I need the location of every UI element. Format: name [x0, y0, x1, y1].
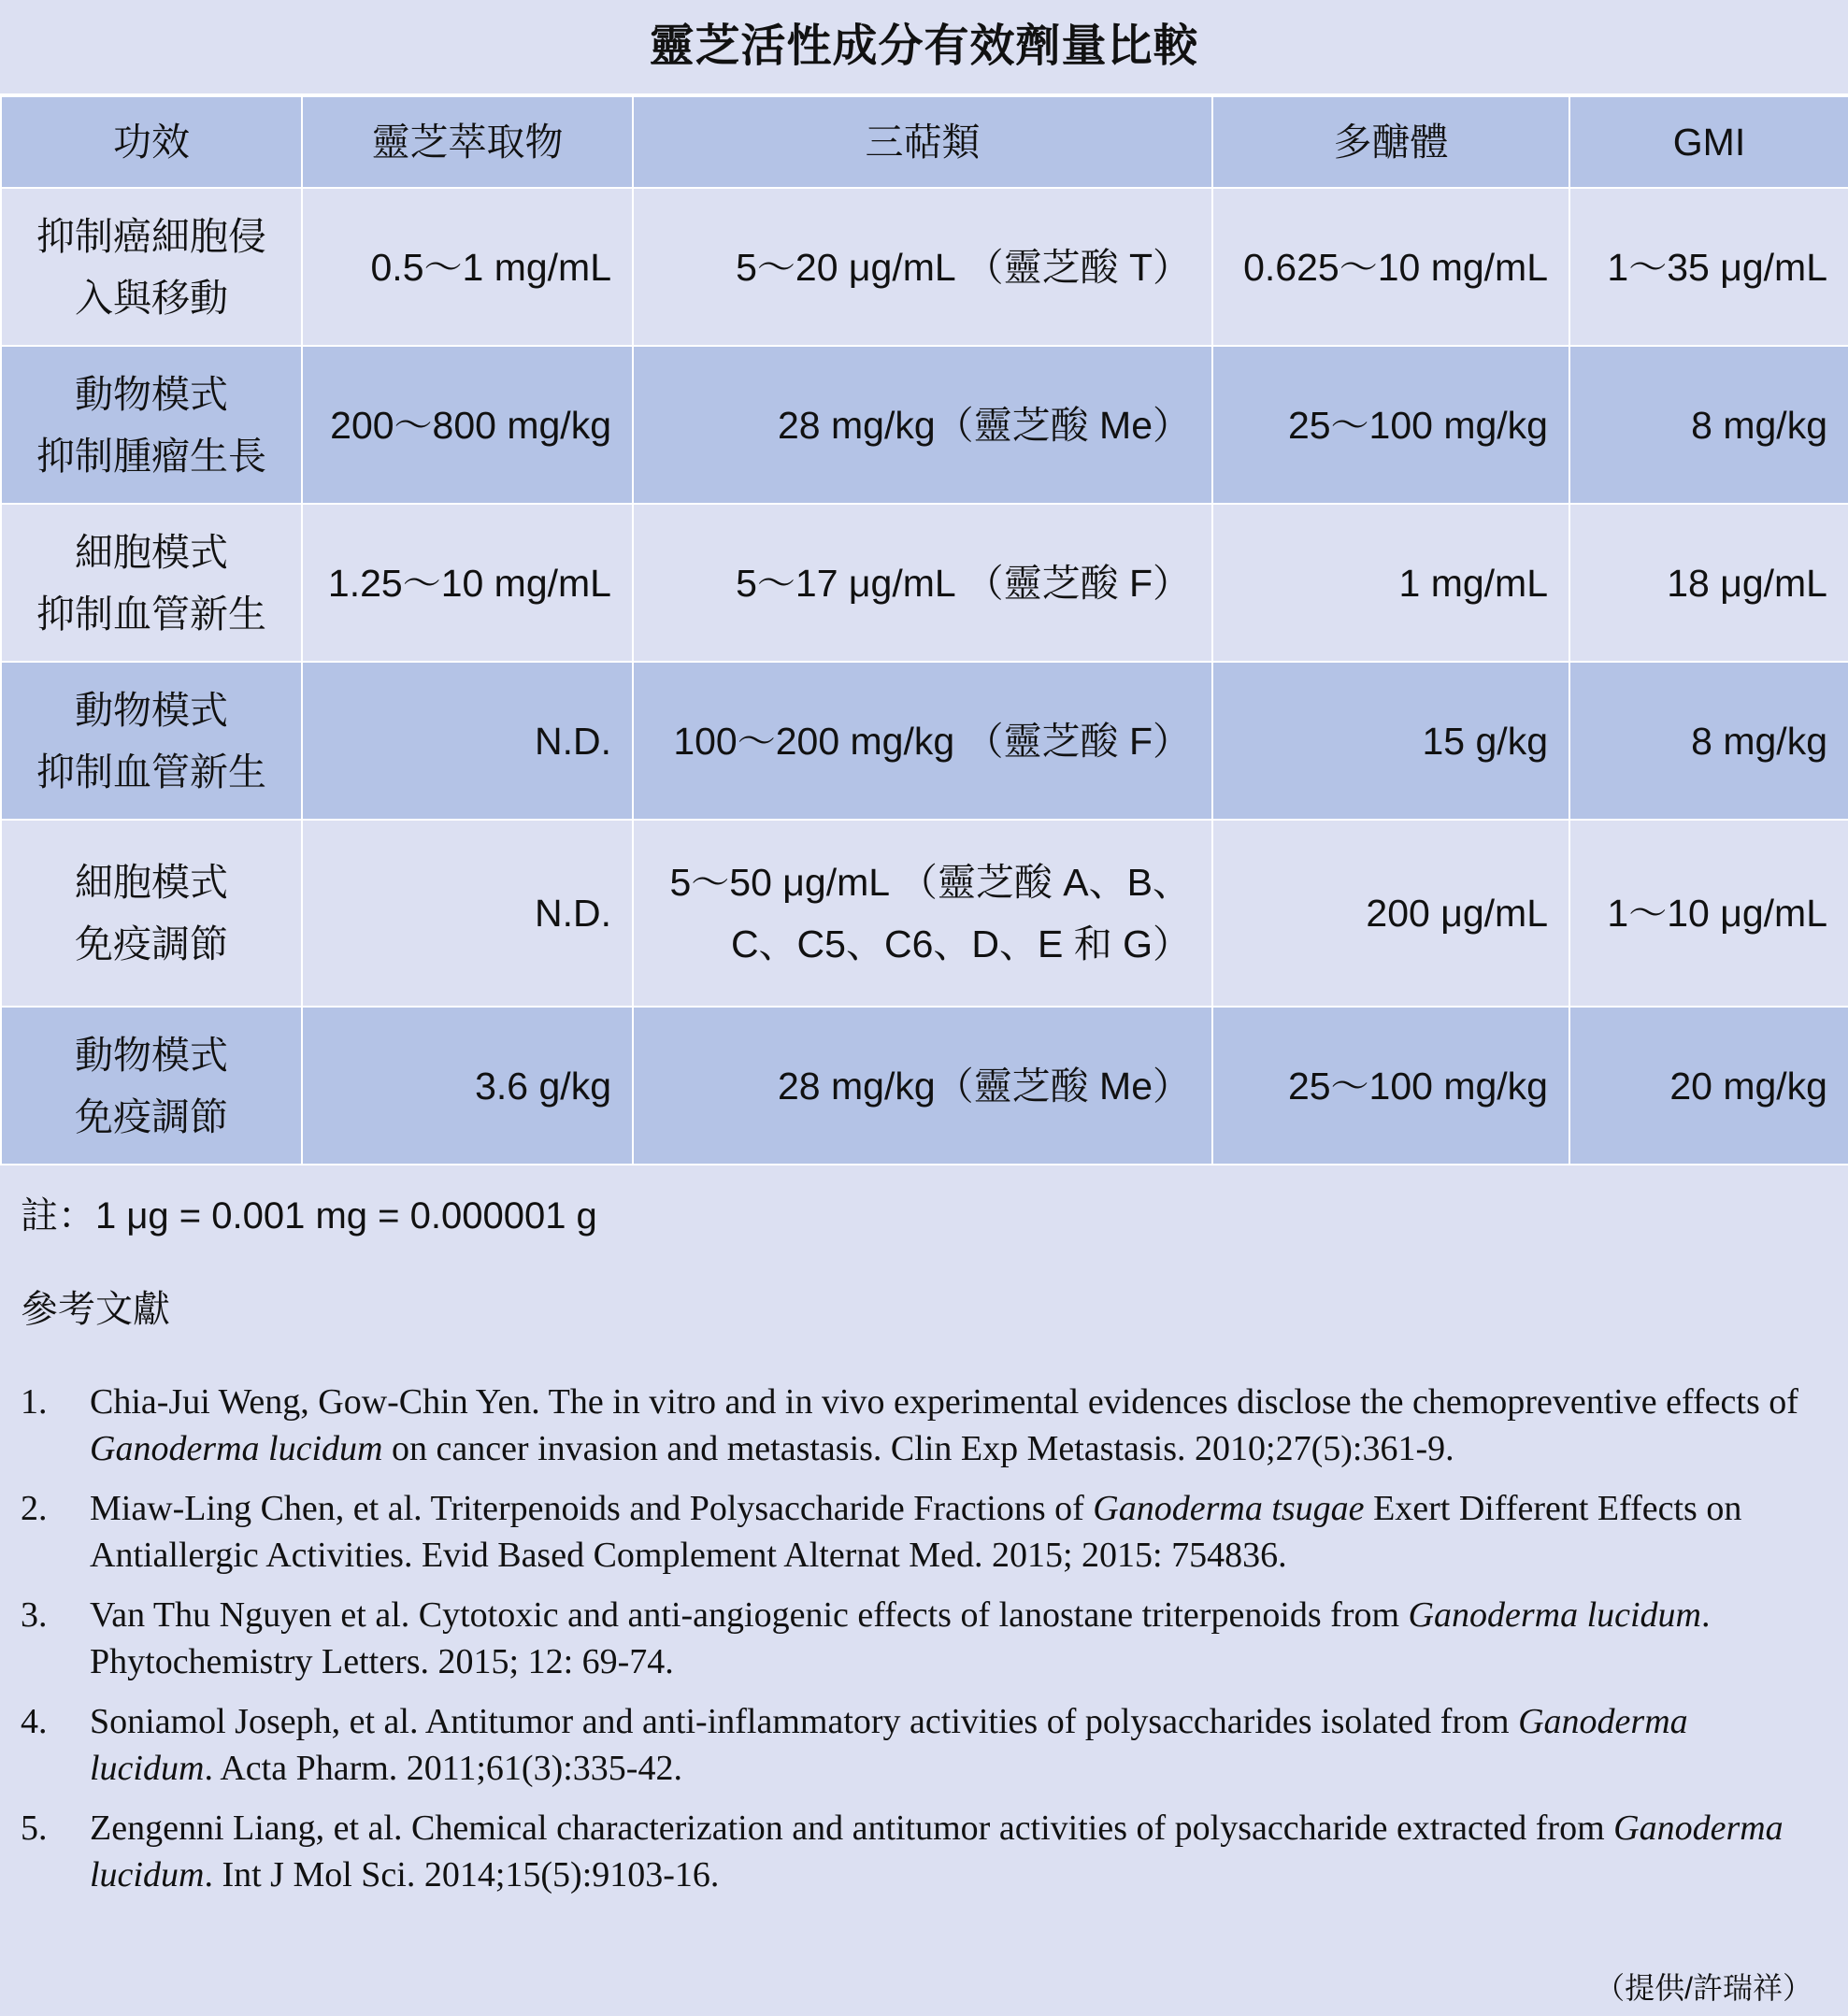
triterpenoid-cell: 5～50 μg/mL （靈芝酸 A、B、C、C5、C6、D、E 和 G）: [633, 820, 1212, 1007]
header-gmi: GMI: [1569, 96, 1848, 188]
effect-cell: [1, 346, 302, 504]
reference-item: [21, 1485, 1827, 1579]
effect-cell: [1, 504, 302, 662]
species-name: Ganoderma lucidum: [90, 1429, 383, 1468]
effect-line: 免疫調節: [75, 922, 228, 965]
effect-line: 免疫調節: [75, 1094, 228, 1138]
triterpenoid-cell: 28 mg/kg（靈芝酸 Me）: [633, 346, 1212, 504]
gmi-cell: 8 mg/kg: [1569, 346, 1848, 504]
effect-line: 細胞模式: [75, 861, 228, 904]
effect-line: 動物模式: [75, 372, 228, 416]
header-row: [1, 96, 1848, 188]
reference-list: [21, 1379, 1827, 1898]
extract-cell: 1.25～10 mg/mL: [302, 504, 633, 662]
reference-text-part: . Int J Mol Sci. 2014;15(5):9103-16.: [204, 1855, 720, 1894]
table-row: [1, 504, 1848, 662]
table-title: 靈芝活性成分有效劑量比較: [0, 0, 1848, 95]
table-row: [1, 662, 1848, 820]
gmi-cell: 1～35 μg/mL: [1569, 188, 1848, 346]
header-extract: 靈芝萃取物: [302, 96, 633, 188]
references-heading: 參考文獻: [21, 1289, 170, 1330]
polysaccharide-cell: 25～100 mg/kg: [1212, 346, 1569, 504]
polysaccharide-cell: 1 mg/mL: [1212, 504, 1569, 662]
species-name: Ganoderma lucidum: [90, 1809, 1784, 1894]
gmi-cell: 18 μg/mL: [1569, 504, 1848, 662]
reference-item: [21, 1379, 1827, 1472]
triterpenoid-cell: 5～17 μg/mL （靈芝酸 F）: [633, 504, 1212, 662]
effect-line: 抑制腫瘤生長: [36, 434, 266, 478]
reference-number: 4.: [21, 1702, 48, 1741]
reference-text: [90, 1592, 1827, 1685]
reference-item: [21, 1592, 1827, 1685]
polysaccharide-cell: 25～100 mg/kg: [1212, 1007, 1569, 1165]
reference-text: [90, 1698, 1827, 1792]
header-triterpenoid: 三萜類: [633, 96, 1212, 188]
effect-line: 動物模式: [75, 1033, 228, 1077]
reference-text-part: Exert Different Effects on Antiallergic Activities. Evid Based Complement Alternat Med. 2015; 2015: 754836.: [90, 1489, 1742, 1575]
extract-cell: 0.5～1 mg/mL: [302, 188, 633, 346]
effect-cell: [1, 1007, 302, 1165]
effect-cell: [1, 188, 302, 346]
gmi-cell: 8 mg/kg: [1569, 662, 1848, 820]
reference-text-part: . Phytochemistry Letters. 2015; 12: 69-74.: [90, 1595, 1711, 1681]
polysaccharide-cell: 200 μg/mL: [1212, 820, 1569, 1007]
reference-number: 2.: [21, 1489, 48, 1528]
reference-text: [90, 1805, 1827, 1898]
reference-text: [90, 1485, 1827, 1579]
gmi-cell: 1～10 μg/mL: [1569, 820, 1848, 1007]
effect-line: 入與移動: [75, 276, 228, 320]
reference-text-part: Zengenni Liang, et al. Chemical characterization and antitumor activities of polysaccharide extracted from: [90, 1809, 1614, 1848]
effect-cell: [1, 662, 302, 820]
triterpenoid-cell: 100～200 mg/kg （靈芝酸 F）: [633, 662, 1212, 820]
header-effect: 功效: [1, 96, 302, 188]
polysaccharide-cell: 0.625～10 mg/mL: [1212, 188, 1569, 346]
reference-text-part: Van Thu Nguyen et al. Cytotoxic and anti-angiogenic effects of lanostane triterpenoids from: [90, 1595, 1409, 1635]
extract-cell: N.D.: [302, 662, 633, 820]
reference-text-part: on cancer invasion and metastasis. Clin Exp Metastasis. 2010;27(5):361-9.: [382, 1429, 1454, 1468]
extract-cell: N.D.: [302, 820, 633, 1007]
extract-cell: 3.6 g/kg: [302, 1007, 633, 1165]
species-name: Ganoderma tsugae: [1093, 1489, 1365, 1528]
reference-text-part: . Acta Pharm. 2011;61(3):335-42.: [204, 1749, 682, 1788]
effect-line: 細胞模式: [75, 530, 228, 574]
triterpenoid-cell: 28 mg/kg（靈芝酸 Me）: [633, 1007, 1212, 1165]
reference-item: [21, 1805, 1827, 1898]
reference-number: 5.: [21, 1809, 48, 1848]
effect-line: 動物模式: [75, 688, 228, 732]
reference-text: [90, 1379, 1827, 1472]
effect-line: 抑制血管新生: [36, 592, 266, 636]
reference-text-part: Soniamol Joseph, et al. Antitumor and anti-inflammatory activities of polysaccharides isolated from: [90, 1702, 1519, 1741]
dosage-table: [0, 95, 1848, 1165]
header-polysaccharide: 多醣體: [1212, 96, 1569, 188]
reference-item: [21, 1698, 1827, 1792]
unit-note: 註：1 μg = 0.001 mg = 0.000001 g: [21, 1195, 597, 1237]
gmi-cell: 20 mg/kg: [1569, 1007, 1848, 1165]
table-row: [1, 346, 1848, 504]
species-name: Ganoderma lucidum: [1408, 1595, 1701, 1635]
effect-line: 抑制血管新生: [36, 750, 266, 794]
effect-cell: [1, 820, 302, 1007]
extract-cell: 200～800 mg/kg: [302, 346, 633, 504]
notes-section: [0, 1190, 1848, 1898]
table-row: [1, 188, 1848, 346]
table-row: [1, 820, 1848, 1007]
reference-text-part: Chia-Jui Weng, Gow-Chin Yen. The in vitro and in vivo experimental evidences disclose the chemopreventive effects of: [90, 1382, 1798, 1422]
reference-number: 3.: [21, 1595, 48, 1635]
reference-number: 1.: [21, 1382, 48, 1422]
reference-text-part: Miaw-Ling Chen, et al. Triterpenoids and Polysaccharide Fractions of: [90, 1489, 1094, 1528]
polysaccharide-cell: 15 g/kg: [1212, 662, 1569, 820]
table-row: [1, 1007, 1848, 1165]
species-name: Ganoderma lucidum: [90, 1702, 1688, 1788]
credit-line: （提供/許瑞祥）: [1595, 1971, 1812, 2005]
triterpenoid-cell: 5～20 μg/mL （靈芝酸 T）: [633, 188, 1212, 346]
effect-line: 抑制癌細胞侵: [36, 214, 266, 258]
